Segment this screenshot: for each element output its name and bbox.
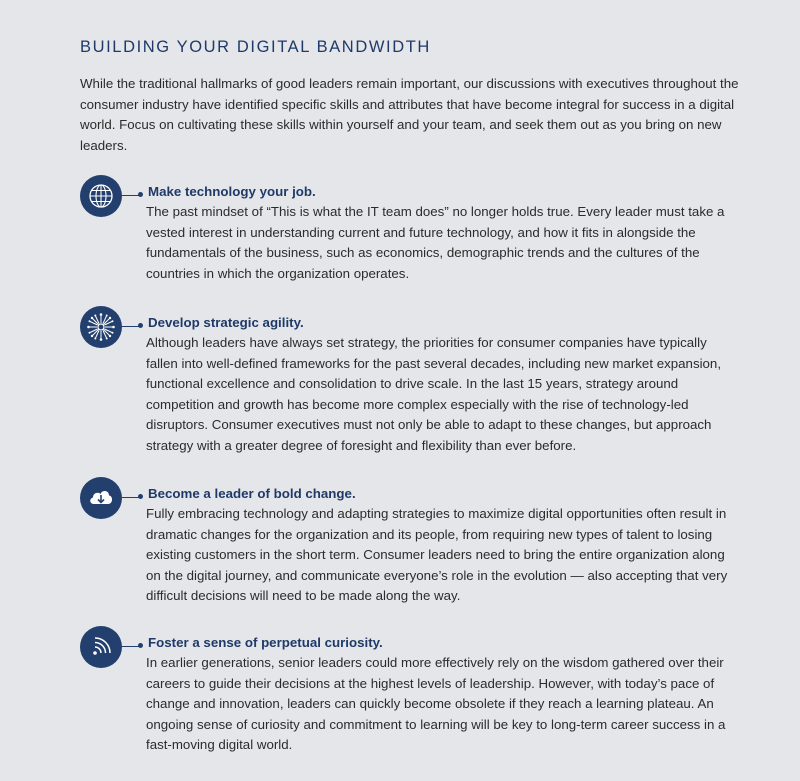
item-heading: Become a leader of bold change. xyxy=(148,486,356,501)
wifi-signal-icon xyxy=(80,626,122,668)
item-heading: Make technology your job. xyxy=(148,184,316,199)
item-text: The past mindset of “This is what the IT team does” no longer holds true. Every leader must take a vested interest in understanding current and future technology, and how it fits in alongside the fundamentals of the business, such as economics, demographic trends and the cultures of the countries in which the organization operates. xyxy=(146,204,725,281)
intro-paragraph: While the traditional hallmarks of good leaders remain important, our discussions with executives throughout the consumer industry have identified specific skills and attributes that have become integral for success in a digital world. Focus on cultivating these skills within yourself and your team, and seek them out as you bring on new leaders. xyxy=(80,76,739,153)
item-heading: Develop strategic agility. xyxy=(148,315,304,330)
network-burst-icon xyxy=(80,306,122,348)
item-text: Although leaders have always set strategy, the priorities for consumer companies have typically fallen into well-defined frameworks for the past several decades, including new market expansion, functional excellence and consolidation to drive scale. In the last 15 years, strategy around competition and growth has become more complex especially with the rise of technology-led disruptors. Consumer executives must not only be able to adapt to these changes, but approach strategy with a greater degree of foresight and flexibility than ever before. xyxy=(146,335,722,453)
item-text: In earlier generations, senior leaders could more effectively rely on the wisdom gathered over their careers to guide their decisions at the highest levels of leadership. However, with today’s pace of change and innovation, leaders can quickly become obsolete if they reach a learning plateau. An ongoing sense of curiosity and commitment to learning will be key to long-term career success in a fast-moving digital world. xyxy=(146,655,726,752)
globe-icon xyxy=(80,175,122,217)
item-heading: Foster a sense of perpetual curiosity. xyxy=(148,635,383,650)
page-title: BUILDING YOUR DIGITAL BANDWIDTH xyxy=(80,38,431,56)
cloud-download-icon xyxy=(80,477,122,519)
connector-line xyxy=(122,326,140,327)
connector-line xyxy=(122,195,140,196)
item-text: Fully embracing technology and adapting strategies to maximize digital opportunities often result in dramatic changes for the organization and its people, from requiring new types of talent to losing existing customers in the short term. Consumer leaders need to bring the entire organization along on the digital journey, and communicate everyone’s role in the evolution — also accepting that very difficult decisions will need to be made along the way. xyxy=(146,506,728,603)
connector-line xyxy=(122,497,140,498)
connector-line xyxy=(122,646,140,647)
